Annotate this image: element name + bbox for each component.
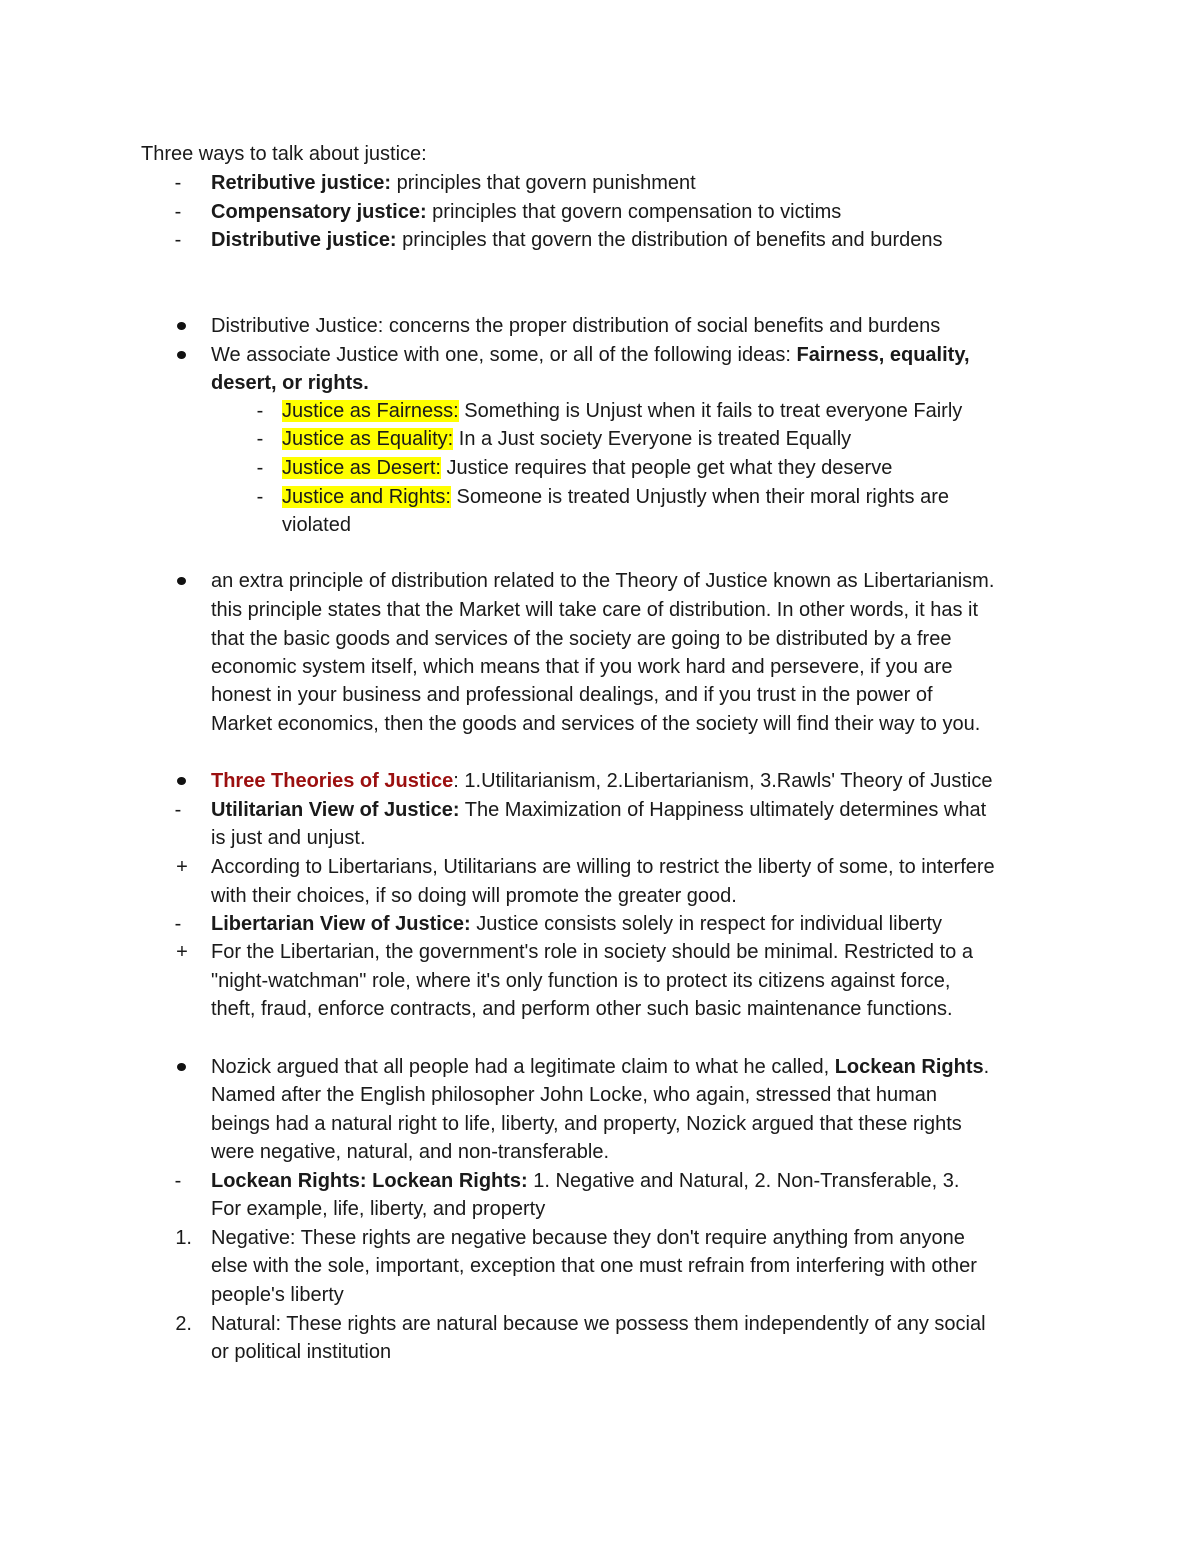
dash-marker: -	[256, 457, 264, 479]
idea-desc: Justice requires that people get what they deserve	[440, 457, 893, 479]
paragraph-line: honest in your business and professional dealings, and if you trust in the power of	[211, 684, 933, 706]
paragraph-line: theft, fraud, enforce contracts, and perform other such basic maintenance functions.	[211, 998, 953, 1020]
highlight-label: Justice and Rights:	[282, 486, 451, 508]
dash-marker: -	[174, 913, 182, 935]
paragraph-line: or political institution	[211, 1341, 392, 1363]
term-label: Distributive justice:	[211, 229, 397, 251]
paragraph-line: else with the sole, important, exception that one must refrain from interfering with other	[211, 1255, 977, 1277]
term-desc: 1. Negative and Natural, 2. Non-Transferable, 3.	[527, 1170, 960, 1192]
paragraph-line: with their choices, if so doing will promote the greater good.	[211, 885, 737, 907]
dash-marker: -	[174, 229, 182, 251]
paragraph-line: "night-watchman" role, where it's only function is to protect its citizens against force,	[211, 970, 951, 992]
paragraph-line: For the Libertarian, the government's role in society should be minimal. Restricted to a	[211, 941, 973, 963]
dash-marker: -	[174, 1170, 182, 1192]
paragraph-line: is just and unjust.	[211, 827, 366, 849]
list-item	[0, 169, 1200, 197]
paragraph-line: Named after the English philosopher John Locke, who again, stressed that human	[211, 1084, 937, 1106]
plus-marker: +	[176, 856, 188, 878]
paragraph-line: According to Libertarians, Utilitarians are willing to restrict the liberty of some, to interfere	[211, 856, 995, 878]
idea-desc: Someone is treated Unjustly when their moral rights are	[450, 486, 949, 508]
paragraph-line: beings had a natural right to life, liberty, and property, Nozick argued that these rights	[211, 1113, 962, 1135]
bullet-item	[0, 567, 1200, 595]
bullet-icon	[172, 567, 192, 595]
dash-marker: -	[256, 486, 264, 508]
dash-marker: -	[174, 799, 182, 821]
term-desc: Justice consists solely in respect for individual liberty	[470, 913, 943, 935]
list-item	[0, 1167, 1200, 1195]
paragraph-line: economic system itself, which means that if you work hard and persevere, if you are	[211, 656, 953, 678]
paragraph-line: people's liberty	[211, 1284, 344, 1306]
number-marker: 2.	[175, 1313, 192, 1335]
bullet-item: Nozick argued that all people had a legitimate claim to what he called, Lockean Rights.	[0, 1053, 1200, 1081]
sub-item-cont	[0, 511, 1200, 539]
paragraph-line: Negative: These rights are negative because they don't require anything from anyone	[211, 1227, 965, 1249]
bullet-item	[0, 341, 1200, 369]
paragraph-line: this principle states that the Market will take care of distribution. In other words, it has it	[211, 599, 979, 621]
number-marker: 1.	[175, 1227, 192, 1249]
numbered-item	[0, 1310, 1200, 1338]
dash-marker: -	[174, 201, 182, 223]
list-item	[0, 938, 1200, 966]
highlight-label: Justice as Equality:	[282, 428, 454, 450]
dash-marker: -	[256, 428, 264, 450]
lockean-bold: Lockean Rights	[834, 1056, 984, 1078]
paragraph-line: Market economics, then the goods and services of the society will find their way to you.	[211, 713, 981, 735]
list-item	[0, 226, 1200, 254]
dash-marker: -	[256, 400, 264, 422]
paragraph-line: Nozick argued that all people had a legitimate claim to what he called,	[211, 1056, 835, 1078]
paragraph-line: that the basic goods and services of the society are going to be distributed by a free	[211, 628, 952, 650]
intro-line	[0, 140, 1200, 168]
idea-desc: Something is Unjust when it fails to treat everyone Fairly	[458, 400, 963, 422]
sub-item	[0, 454, 1200, 482]
term-label: Utilitarian View of Justice:	[211, 799, 460, 821]
term-label: Lockean Rights: Lockean Rights:	[211, 1170, 528, 1192]
term-desc: The Maximization of Happiness ultimately determines what	[459, 799, 987, 821]
bullet-icon	[172, 1053, 192, 1081]
bullet-cont	[0, 369, 1200, 397]
list-item	[0, 796, 1200, 824]
list-item	[0, 910, 1200, 938]
sub-item	[0, 397, 1200, 425]
paragraph-line: Natural: These rights are natural because we possess them independently of any social	[211, 1313, 986, 1335]
theories-list: : 1.Utilitarianism, 2.Libertarianism, 3.Rawls' Theory of Justice	[453, 770, 993, 792]
numbered-item	[0, 1224, 1200, 1252]
bullet-icon	[172, 312, 192, 340]
bullet-item	[0, 312, 1200, 340]
term-desc: principles that govern compensation to victims	[426, 201, 842, 223]
bullet-item	[0, 767, 1200, 795]
ideas-bold: desert, or rights.	[211, 372, 369, 394]
sub-item	[0, 483, 1200, 511]
bullet-text: We associate Justice with one, some, or all of the following ideas:	[211, 344, 797, 366]
term-label: Libertarian View of Justice:	[211, 913, 471, 935]
term-desc: principles that govern the distribution of benefits and burdens	[396, 229, 943, 251]
paragraph-line: an extra principle of distribution related to the Theory of Justice known as Libertarianism.	[211, 570, 995, 592]
bullet-text: Distributive Justice: concerns the proper distribution of social benefits and burdens	[211, 315, 941, 337]
highlight-label: Justice as Fairness:	[282, 400, 459, 422]
sub-item	[0, 425, 1200, 453]
bullet-icon	[172, 341, 192, 369]
theories-title: Three Theories of Justice	[211, 770, 454, 792]
term-label: Compensatory justice:	[211, 201, 427, 223]
ideas-bold: Fairness, equality,	[796, 344, 970, 366]
paragraph-line: were negative, natural, and non-transferable.	[211, 1141, 610, 1163]
plus-marker: +	[176, 941, 188, 963]
list-item	[0, 198, 1200, 226]
term-label: Retributive justice:	[211, 172, 392, 194]
bullet-icon	[172, 767, 192, 795]
term-desc: principles that govern punishment	[391, 172, 696, 194]
idea-cont: violated	[282, 514, 351, 536]
idea-desc: In a Just society Everyone is treated Equally	[453, 428, 852, 450]
intro-text: Three ways to talk about justice:	[141, 143, 427, 165]
dash-marker: -	[174, 172, 182, 194]
paragraph-line: For example, life, liberty, and property	[211, 1198, 546, 1220]
list-item	[0, 853, 1200, 881]
highlight-label: Justice as Desert:	[282, 457, 441, 479]
